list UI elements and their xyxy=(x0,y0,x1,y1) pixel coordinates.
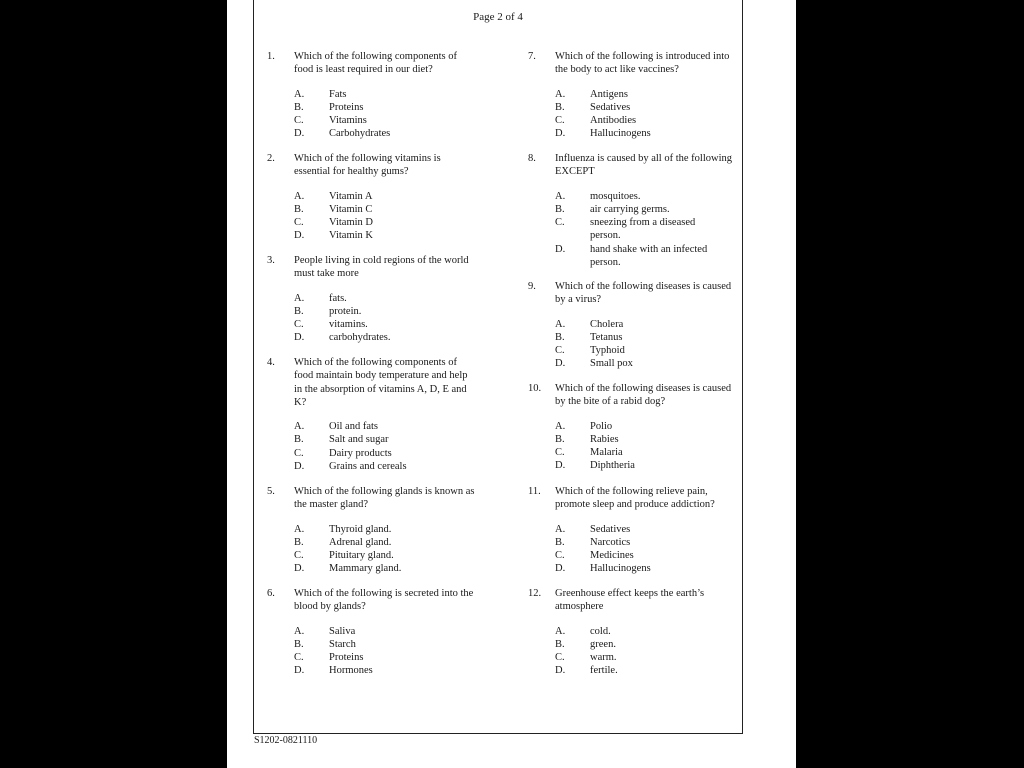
option-text: Salt and sugar xyxy=(329,434,389,446)
question-text: Which of the following relieve pain, promote sleep and produce addiction? xyxy=(555,486,715,511)
option-letter: A. xyxy=(294,421,305,433)
option-letter: C. xyxy=(555,550,565,562)
question-number: 3. xyxy=(267,255,275,266)
question-number: 2. xyxy=(267,153,275,164)
question-item xyxy=(528,280,763,371)
answer-option xyxy=(294,114,502,127)
option-letter: C. xyxy=(555,652,565,664)
option-text: mosquitoes. xyxy=(590,190,641,202)
option-letter: A. xyxy=(294,625,305,637)
answer-option xyxy=(555,190,763,203)
option-text: Malaria xyxy=(590,447,623,459)
answer-option xyxy=(555,638,763,651)
question-text: Which of the following diseases is caused by the bite of a rabid dog? xyxy=(555,383,732,408)
document-code: S1202-0821110 xyxy=(254,735,318,746)
option-text: Small pox xyxy=(590,358,633,370)
option-text: Narcotics xyxy=(590,536,631,548)
option-letter: C. xyxy=(555,115,565,127)
option-letter: A. xyxy=(555,318,566,330)
option-letter: A. xyxy=(555,88,566,100)
answer-option xyxy=(294,523,502,536)
answer-options xyxy=(294,292,502,345)
option-letter: C. xyxy=(294,319,304,331)
answer-option xyxy=(294,216,502,229)
option-text: vitamins. xyxy=(329,319,368,331)
question-item xyxy=(528,152,763,269)
answer-options xyxy=(555,318,763,371)
question-text: Which of the following glands is known as the master gland? xyxy=(294,486,475,511)
answer-option xyxy=(555,433,763,446)
answer-option xyxy=(294,664,502,677)
option-text: Dairy products xyxy=(329,447,392,459)
option-letter: B. xyxy=(294,203,304,215)
option-text: cold. xyxy=(590,625,611,637)
option-letter: A. xyxy=(555,190,566,202)
option-text: Vitamin C xyxy=(329,203,373,215)
question-number: 12. xyxy=(528,588,542,599)
option-text: green. xyxy=(590,638,616,650)
option-letter: A. xyxy=(294,292,305,304)
answer-option xyxy=(294,292,502,305)
answer-option xyxy=(294,88,502,101)
option-text: fertile. xyxy=(590,665,618,677)
option-text: Antigens xyxy=(590,88,628,100)
question-number: 6. xyxy=(267,588,275,599)
answer-option xyxy=(294,562,502,575)
question-number: 9. xyxy=(528,281,536,292)
answer-option xyxy=(555,216,763,243)
question-item xyxy=(267,254,502,345)
answer-options xyxy=(294,625,502,678)
option-text: Vitamin K xyxy=(329,230,373,242)
option-letter: C. xyxy=(294,652,304,664)
option-text: protein. xyxy=(329,305,362,317)
option-letter: D. xyxy=(555,460,566,472)
question-number: 7. xyxy=(528,51,536,62)
answer-option xyxy=(294,318,502,331)
option-letter: B. xyxy=(555,331,565,343)
answer-option xyxy=(294,101,502,114)
option-text: Thyroid gland. xyxy=(329,523,392,535)
answer-option xyxy=(555,549,763,562)
answer-options xyxy=(555,88,763,141)
answer-option xyxy=(555,114,763,127)
question-text: Which of the following is introduced into the body to act like vaccines? xyxy=(555,51,730,76)
option-text: Proteins xyxy=(329,652,364,664)
option-letter: D. xyxy=(555,243,566,255)
answer-option xyxy=(555,446,763,459)
question-item xyxy=(528,382,763,473)
answer-option xyxy=(555,562,763,575)
option-letter: B. xyxy=(555,101,565,113)
option-text: Proteins xyxy=(329,101,364,113)
option-text: Vitamins xyxy=(329,115,367,127)
option-letter: C. xyxy=(555,217,565,229)
option-letter: B. xyxy=(555,638,565,650)
option-letter: B. xyxy=(294,434,304,446)
option-letter: B. xyxy=(555,536,565,548)
option-letter: A. xyxy=(294,88,305,100)
option-letter: C. xyxy=(555,345,565,357)
option-text: air carrying germs. xyxy=(590,203,670,215)
answer-option xyxy=(294,305,502,318)
answer-option xyxy=(294,331,502,344)
question-item xyxy=(267,485,502,576)
question-number: 10. xyxy=(528,383,542,394)
question-number: 1. xyxy=(267,51,275,62)
option-letter: D. xyxy=(294,461,305,473)
answer-option xyxy=(294,638,502,651)
option-text: Mammary gland. xyxy=(329,563,402,575)
option-text: Hallucinogens xyxy=(590,128,651,140)
option-letter: A. xyxy=(555,625,566,637)
option-text: Antibodies xyxy=(590,115,637,127)
option-text: Vitamin A xyxy=(329,190,373,202)
answer-option xyxy=(555,523,763,536)
option-letter: D. xyxy=(294,128,305,140)
question-text: Which of the following components of food maintain body temperature and help in the absorption of vitamins A, D, E and K? xyxy=(294,357,468,408)
answer-option xyxy=(555,420,763,433)
answer-options xyxy=(555,420,763,473)
answer-option xyxy=(294,190,502,203)
option-text: Medicines xyxy=(590,550,634,562)
answer-option xyxy=(555,664,763,677)
option-letter: D. xyxy=(555,358,566,370)
answer-options xyxy=(555,190,763,270)
option-text: hand shake with an infected person. xyxy=(590,243,708,269)
option-text: Tetanus xyxy=(590,331,623,343)
answer-option xyxy=(555,651,763,664)
option-text: Cholera xyxy=(590,318,624,330)
question-number: 5. xyxy=(267,486,275,497)
option-letter: C. xyxy=(294,115,304,127)
answer-options xyxy=(555,523,763,576)
option-letter: C. xyxy=(294,550,304,562)
question-number: 8. xyxy=(528,153,536,164)
option-text: Rabies xyxy=(590,433,619,445)
option-text: Hallucinogens xyxy=(590,563,651,575)
option-text: sneezing from a diseased person. xyxy=(590,217,696,242)
answer-option xyxy=(294,229,502,242)
answer-option xyxy=(294,433,502,446)
option-letter: C. xyxy=(294,447,304,459)
answer-option xyxy=(555,331,763,344)
question-item xyxy=(267,152,502,243)
option-text: Vitamin D xyxy=(329,217,373,229)
answer-options xyxy=(294,190,502,243)
answer-option xyxy=(294,549,502,562)
option-text: Sedatives xyxy=(590,101,631,113)
option-letter: B. xyxy=(294,101,304,113)
option-text: Saliva xyxy=(329,625,356,637)
option-letter: D. xyxy=(294,230,305,242)
question-item xyxy=(528,587,763,678)
option-text: Oil and fats xyxy=(329,421,378,433)
option-letter: D. xyxy=(294,332,305,344)
option-letter: A. xyxy=(294,190,305,202)
question-text: Which of the following diseases is caused by a virus? xyxy=(555,281,732,306)
option-letter: A. xyxy=(555,420,566,432)
exam-page xyxy=(227,0,796,768)
option-text: Typhoid xyxy=(590,345,625,357)
answer-option xyxy=(294,420,502,433)
option-letter: D. xyxy=(294,563,305,575)
option-text: Polio xyxy=(590,420,613,432)
answer-option xyxy=(555,536,763,549)
option-text: carbohydrates. xyxy=(329,332,391,344)
option-letter: D. xyxy=(555,665,566,677)
option-letter: B. xyxy=(555,433,565,445)
answer-option xyxy=(294,203,502,216)
option-text: Adrenal gland. xyxy=(329,536,392,548)
answer-option xyxy=(555,101,763,114)
page-number: Page 2 of 4 xyxy=(473,11,523,23)
question-text: People living in cold regions of the world must take more xyxy=(294,255,469,280)
answer-option xyxy=(555,625,763,638)
option-letter: D. xyxy=(555,563,566,575)
answer-option xyxy=(294,536,502,549)
option-letter: D. xyxy=(555,128,566,140)
option-text: fats. xyxy=(329,292,347,304)
question-text: Which of the following vitamins is essential for healthy gums? xyxy=(294,153,441,178)
question-item xyxy=(267,356,502,473)
option-text: Carbohydrates xyxy=(329,128,391,140)
option-letter: B. xyxy=(294,536,304,548)
option-text: Hormones xyxy=(329,665,373,677)
answer-option xyxy=(294,460,502,473)
question-item xyxy=(528,485,763,576)
option-text: Pituitary gland. xyxy=(329,550,394,562)
option-text: warm. xyxy=(590,652,617,664)
option-text: Fats xyxy=(329,88,347,100)
option-letter: A. xyxy=(555,523,566,535)
option-letter: C. xyxy=(555,447,565,459)
answer-option xyxy=(294,127,502,140)
question-text: Which of the following is secreted into the blood by glands? xyxy=(294,588,474,613)
question-item xyxy=(267,587,502,678)
answer-options xyxy=(555,625,763,678)
question-item xyxy=(267,50,502,141)
option-text: Grains and cereals xyxy=(329,461,407,473)
answer-option xyxy=(294,447,502,460)
answer-option xyxy=(555,344,763,357)
answer-option xyxy=(555,459,763,472)
answer-options xyxy=(294,420,502,473)
answer-options xyxy=(294,88,502,141)
answer-option xyxy=(294,625,502,638)
answer-option xyxy=(555,203,763,216)
answer-option xyxy=(555,127,763,140)
question-text: Influenza is caused by all of the following EXCEPT xyxy=(555,153,732,178)
answer-option xyxy=(555,88,763,101)
question-number: 11. xyxy=(528,486,541,497)
option-text: Starch xyxy=(329,638,356,650)
option-letter: B. xyxy=(294,638,304,650)
answer-option xyxy=(555,243,763,270)
question-number: 4. xyxy=(267,357,275,368)
question-item xyxy=(528,50,763,141)
option-letter: B. xyxy=(294,305,304,317)
option-letter: B. xyxy=(555,203,565,215)
option-text: Diphtheria xyxy=(590,460,635,472)
option-letter: D. xyxy=(294,665,305,677)
option-letter: A. xyxy=(294,523,305,535)
answer-option xyxy=(555,318,763,331)
answer-options xyxy=(294,523,502,576)
answer-option xyxy=(555,357,763,370)
question-text: Which of the following components of food is least required in our diet? xyxy=(294,51,458,76)
option-text: Sedatives xyxy=(590,523,631,535)
question-text: Greenhouse effect keeps the earth’s atmosphere xyxy=(555,588,705,613)
option-letter: C. xyxy=(294,217,304,229)
answer-option xyxy=(294,651,502,664)
